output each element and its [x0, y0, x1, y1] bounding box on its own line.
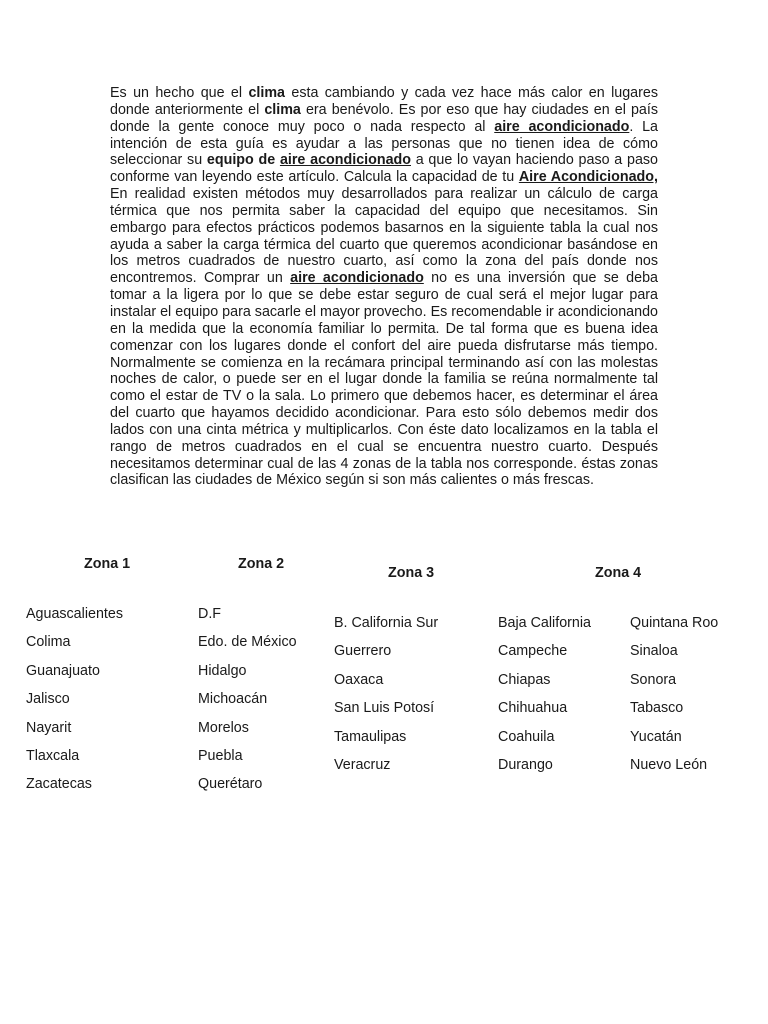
state-name: D.F: [198, 606, 222, 622]
state-name: Michoacán: [198, 691, 268, 708]
paragraph-text: . La intención de esta guía es ayudar a las personas que no tienen idea de cómo seleccionar su: [110, 118, 658, 169]
state-name: Tamaulipas: [334, 728, 407, 745]
state-name: Yucatán: [630, 728, 682, 745]
state-name: San Luis Potosí: [334, 700, 435, 717]
state-name: Tlaxcala: [26, 747, 80, 764]
state-name: Oaxaca: [334, 671, 384, 688]
state-name: Sonora: [630, 671, 677, 688]
state-name: Zacatecas: [26, 776, 92, 793]
zone-4-state-list-a: [498, 615, 591, 785]
paragraph-text: Es un hecho que el: [110, 85, 249, 101]
state-name: Nayarit: [26, 719, 72, 736]
underlined-term: Aire Acondicionado,: [518, 169, 658, 186]
underlined-term: aire acondicionado: [290, 270, 424, 287]
state-name: Durango: [498, 756, 553, 773]
state-name: Quintana Roo: [630, 615, 719, 631]
state-name: Chihuahua: [498, 700, 568, 717]
zone-3-heading: Zona 3: [388, 565, 435, 581]
bold-term: equipo de: [206, 152, 280, 169]
state-name: Morelos: [198, 719, 249, 736]
state-name: Colima: [26, 634, 71, 651]
intro-paragraph: [110, 85, 658, 489]
underlined-term: aire acondicionado: [279, 152, 411, 169]
state-name: Veracruz: [334, 756, 391, 773]
state-name: Tabasco: [630, 700, 684, 717]
state-name: Edo. de México: [198, 634, 297, 651]
state-name: Coahuila: [498, 728, 555, 745]
state-name: Guanajuato: [26, 662, 100, 679]
state-name: Aguascalientes: [26, 606, 123, 622]
state-name: Baja California: [498, 615, 591, 631]
state-name: Nuevo León: [630, 756, 708, 773]
state-name: Querétaro: [198, 776, 263, 793]
paragraph-text: no es una inversión que se deba tomar a la ligera por lo que se debe estar seguro de cual será el mejor lugar para instalar el equipo para sacarle el mayor provecho. Es recomendable ir acondicionando en la medida que la economía familiar lo permita. De tal forma que es buena idea comenzar con los lugares donde el confort del aire pueda disfrutarse más tiempo. Normalmente se comienza en la recámara principal terminando así con las molestas noches de calor, o puede ser en el lugar donde la familia se reúna normalmente tal como el estar de TV o la sala. Lo primero que debemos hacer, es determinar el área del cuarto que hayamos decidido acondicionar. Para esto sólo debemos medir dos lados con una cinta métrica y multiplicarlos. Con éste dato localizamos en la tabla el rango de metros cuadrados en el cual se encuentra nuestro cuarto. Después necesitamos determinar cual de las 4 zonas de la tabla nos corresponde. éstas zonas clasifican las ciudades de México según si son más calientes o más frescas.: [110, 270, 658, 489]
zone-2-state-list: [198, 606, 297, 805]
paragraph-text: esta cambiando y cada vez hace más calor en lugares donde anteriormente el: [110, 85, 658, 118]
zone-3-state-list: [334, 615, 438, 785]
state-name: Guerrero: [334, 643, 392, 660]
zone-4-heading: Zona 4: [595, 565, 642, 581]
bold-term: clima: [264, 101, 301, 118]
bold-term: clima: [248, 85, 285, 101]
state-name: Campeche: [498, 643, 568, 660]
paragraph-text: a que lo vayan haciendo paso a paso conforme van leyendo este artículo. Calcula la capacidad de tu: [110, 152, 658, 186]
zone-1-heading: Zona 1: [84, 556, 131, 572]
state-name: Puebla: [198, 747, 243, 764]
zone-4-state-list-b: [630, 615, 718, 785]
underlined-term: aire acondicionado: [494, 118, 630, 135]
state-name: Chiapas: [498, 671, 551, 688]
paragraph-text: En realidad existen métodos muy desarrollados para realizar un cálculo de carga térmica que nos permita saber la capacidad del equipo que necesitamos. Sin embargo para efectos prácticos podemos basarnos en la siguiente tabla la cual nos ayuda a saber la carga térmica del cuarto que queremos acondicionar basándose en los metros cuadrados de nuestro cuarto, así como la zona del país donde nos encontremos. Comprar un: [110, 186, 658, 287]
zone-2-heading: Zona 2: [238, 556, 285, 572]
state-name: Jalisco: [26, 691, 70, 708]
state-name: Sinaloa: [630, 643, 678, 660]
paragraph-text: era benévolo. Es por eso que hay ciudades en el país donde la gente conoce muy poco o nada respecto al: [110, 101, 658, 135]
state-name: B. California Sur: [334, 615, 439, 631]
state-name: Hidalgo: [198, 662, 247, 679]
zone-1-state-list: [26, 606, 123, 805]
